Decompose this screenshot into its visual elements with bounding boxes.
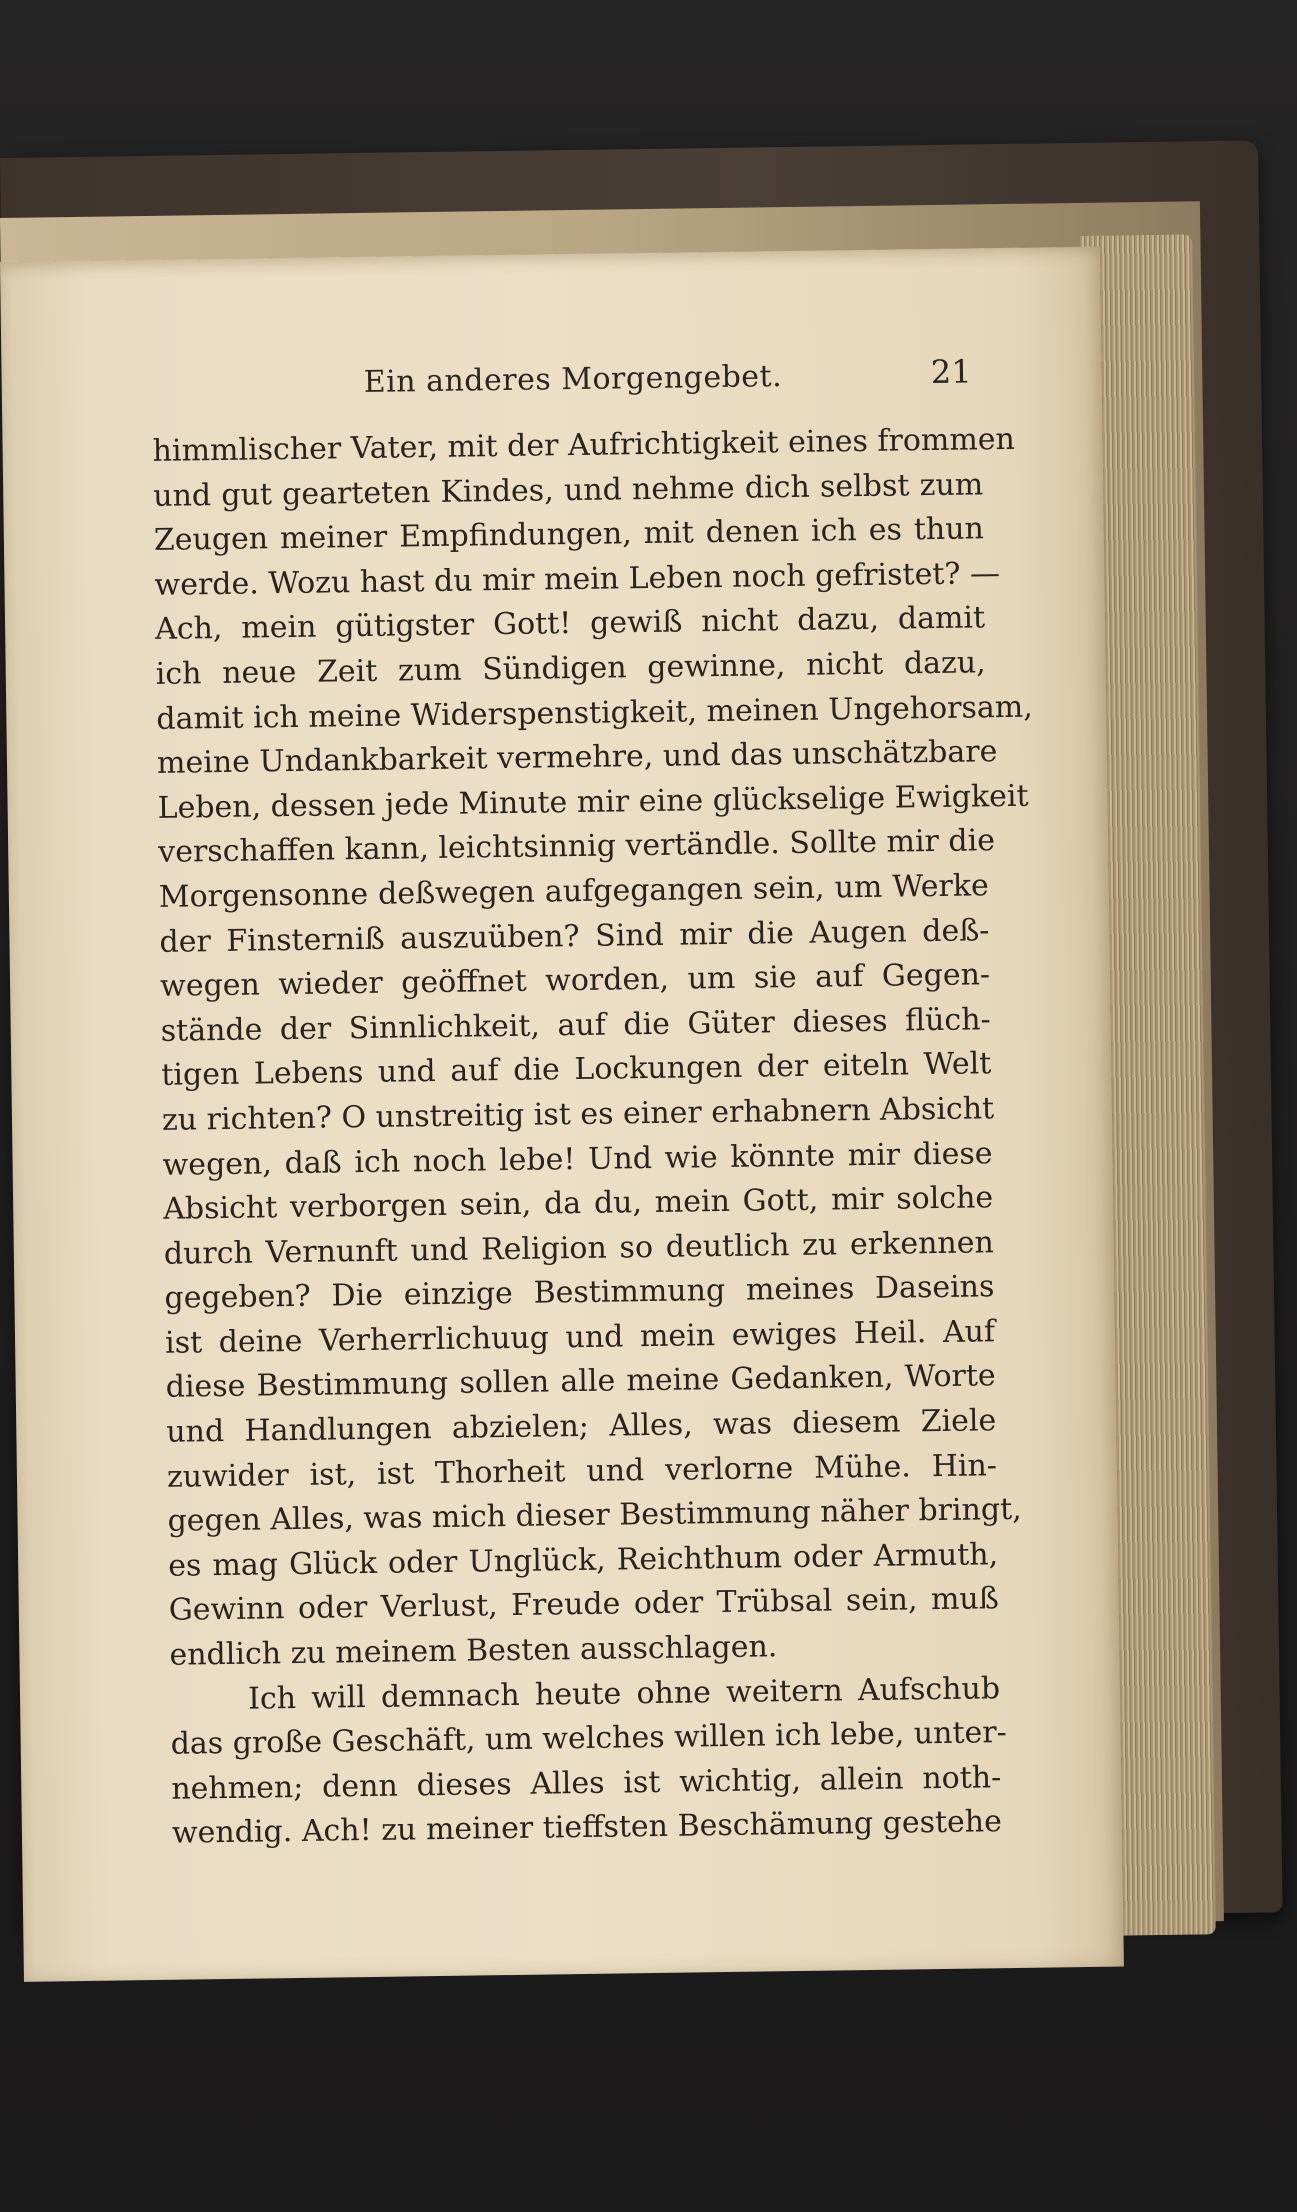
text-line: ist deine Verherrlichuug und mein ewiges Heil. Auf — [164, 1314, 996, 1361]
text-line: Ich will demnach heute ohne weitern Aufschub — [247, 1670, 1001, 1717]
text-line: wegen wieder geöffnet worden, um sie auf Gegen- — [159, 957, 991, 1004]
text-line: Absicht verborgen sein, da du, mein Gott, mir solche — [162, 1180, 994, 1227]
text-line: Morgensonne deßwegen aufgegangen sein, um Werke — [158, 868, 990, 915]
text-line: damit ich meine Widerspenstigkeit, meinen Ungehorsam, — [156, 689, 1034, 737]
text-line: der Finsterniß auszuüben? Sind mir die Augen deß- — [159, 912, 990, 960]
text-line: werde. Wozu hast du mir mein Leben noch gefristet? — — [154, 555, 1001, 603]
text-line: verschaffen kann, leichtsinnig vertändle. Sollte mir die — [158, 823, 996, 871]
book-page — [0, 247, 1124, 1982]
text-line: und gut gearteten Kindes, und nehme dich selbst zum — [153, 466, 984, 514]
body-text — [152, 418, 1034, 1856]
text-line: zuwider ist, ist Thorheit und verlorne Mühe. Hin- — [166, 1447, 998, 1495]
text-line: himmlischer Vater, mit der Aufrichtigkeit eines frommen — [152, 421, 1016, 469]
text-line: nehmen; denn dieses Alles ist wichtig, allein noth- — [171, 1759, 1002, 1807]
text-line: durch Vernunft und Religion so deutlich zu erkennen — [163, 1224, 995, 1272]
text-line: meine Undankbarkeit vermehre, und das unschätzbare — [156, 734, 998, 782]
text-line: diese Bestimmung sollen alle meine Gedanken, Worte — [165, 1358, 996, 1406]
text-line: es mag Glück oder Unglück, Reichthum oder Armuth, — [167, 1537, 999, 1584]
text-line: Ach, mein gütigster Gott! gewiß nicht dazu, damit — [154, 600, 986, 648]
text-line: Leben, dessen jede Minute mir eine glückselige Ewigkeit — [157, 778, 1029, 826]
text-line: endlich zu meinem Besten ausschlagen. — [169, 1629, 778, 1673]
running-title: Ein anderes Morgengebet. — [363, 359, 783, 400]
text-line: Gewinn oder Verlust, Freude oder Trübsal sein, muß — [168, 1581, 1000, 1629]
text-line: wegen, daß ich noch lebe! Und wie könnte mir diese — [162, 1135, 993, 1183]
text-line: das große Geschäft, um welches willen ich lebe, unter- — [170, 1715, 1007, 1762]
text-line: tigen Lebens und auf die Lockungen der eiteln Welt — [161, 1046, 992, 1094]
text-line: Zeugen meiner Empfindungen, mit denen ich es thun — [153, 511, 985, 559]
text-line: gegeben? Die einzige Bestimmung meines Daseins — [164, 1269, 995, 1317]
text-line: wendig. Ach! zu meiner tieffsten Beschämung gestehe — [171, 1804, 1003, 1852]
text-line: zu richten? O unstreitig ist es einer erhabnern Absicht — [161, 1091, 995, 1138]
text-line: ich neue Zeit zum Sündigen gewinne, nicht dazu, — [155, 645, 986, 692]
text-line: stände der Sinnlichkeit, auf die Güter dieses flüch- — [160, 1001, 991, 1049]
text-line: und Handlungen abzielen; Alles, was diesem Ziele — [166, 1403, 997, 1450]
page-number: 21 — [930, 352, 972, 392]
page-header — [151, 352, 972, 407]
text-line: gegen Alles, was mich dieser Bestimmung näher bringt, — [167, 1492, 1022, 1540]
